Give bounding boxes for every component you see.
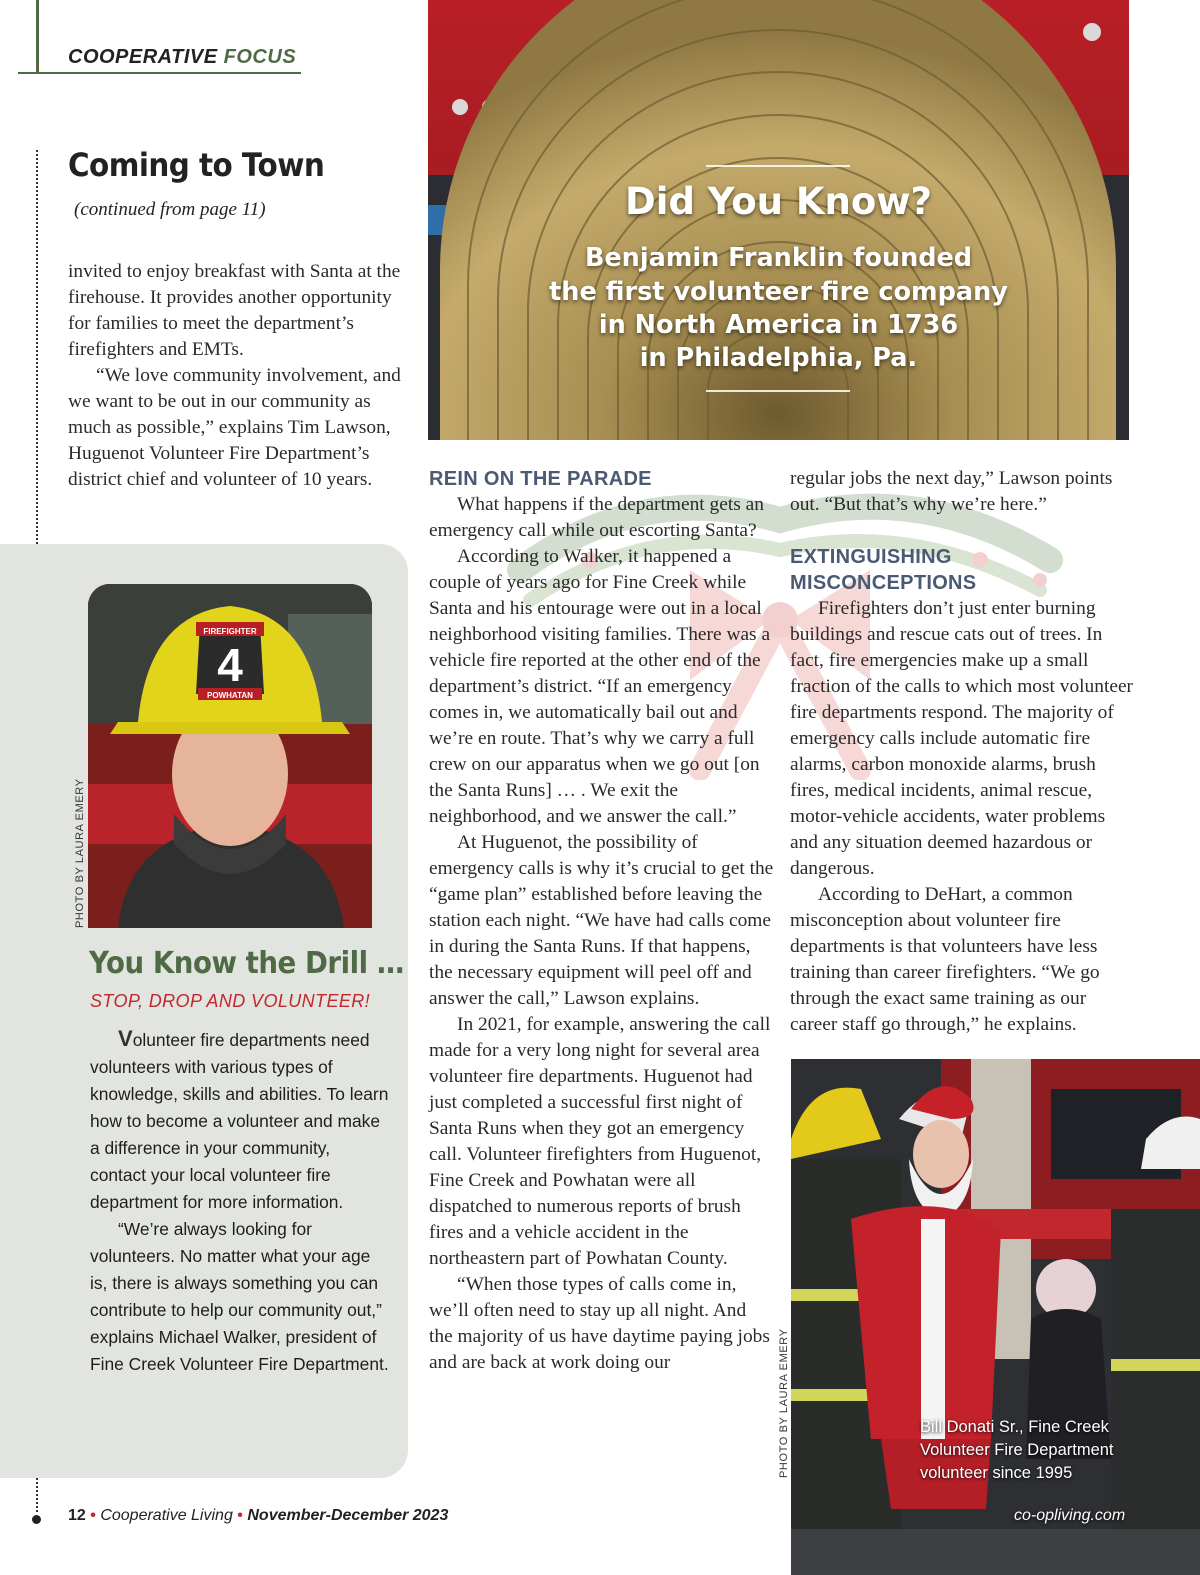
section-label (68, 46, 296, 69)
issue-date: November-December 2023 (247, 1507, 449, 1524)
article-paragraph: “We love community involvement, and we want to be out in our community as much as possible,” explains Tim Lawson, Huguenot Volunteer Fire Department’s district chief and volunteer of 10 years. (68, 365, 401, 490)
section-heading-parade: REIN ON THE PARADE (429, 468, 652, 490)
header-accent-bar (36, 0, 39, 74)
caption-line: Bill Donati Sr., Fine Creek (920, 1418, 1109, 1436)
page-footer (68, 1507, 448, 1525)
firefighter-portrait-photo (88, 584, 372, 928)
sidebar-body (90, 1025, 390, 1378)
heading-line: EXTINGUISHING (790, 546, 952, 568)
sidebar-paragraph-text: olunteer fire departments need volunteers with various types of knowledge, skills and abilities. To learn how to become a volunteer and make a difference in your community, contact your local volunteer fire department for more information. (90, 1030, 389, 1212)
section-label-focus: FOCUS (223, 46, 297, 68)
drop-cap: V (118, 1026, 133, 1051)
helmet-badge-top: FIREFIGHTER (203, 627, 257, 636)
article-paragraph: At Huguenot, the possibility of emergency calls is why it’s crucial to get the “game plan” established before leaving the station each night. “We have had calls come in during the Santa Runs. If that happens, the necessary equipment will peel off and answer the call,” Lawson explains. (429, 832, 774, 1009)
website-link[interactable]: co-opliving.com (1014, 1507, 1126, 1524)
firefighter-portrait-illustration (88, 584, 372, 928)
footer-bullet: • (90, 1507, 96, 1524)
article-paragraph: regular jobs the next day,” Lawson points out. “But that’s why we’re here.” (790, 468, 1113, 515)
sidebar-paragraph (90, 1025, 390, 1216)
section-label-primary: COOPERATIVE (68, 46, 218, 68)
hero-line: in North America in 1736 (598, 310, 959, 340)
heading-line: MISCONCEPTIONS (790, 572, 977, 594)
portrait-photo-credit: PHOTO BY LAURA EMERY (74, 778, 86, 928)
misconceptions-column (790, 466, 1135, 1038)
section-heading-misconceptions (790, 544, 1135, 596)
article-paragraph: What happens if the department gets an emergency call while out escorting Santa? (429, 494, 764, 541)
sidebar-paragraph: “We’re always looking for volunteers. No matter what your age is, there is always something you can contribute to help our community out,” explains Michael Walker, president of Fine Creek Volunteer Fire Department. (90, 1219, 389, 1374)
hero-line: Benjamin Franklin founded (584, 243, 973, 273)
article-paragraph: invited to enjoy breakfast with Santa at the firehouse. It provides another opportunity for families to meet the department’s firefighters and EMTs. (68, 261, 401, 360)
article-paragraph: According to DeHart, a common misconception about volunteer fire departments is that volunteers have less training than career firefighters. “We go through the exact same training as our career staff go through,” he explains. (790, 884, 1100, 1035)
helmet-badge-number: 4 (217, 639, 243, 691)
sidebar-title: You Know the Drill … (89, 946, 404, 981)
article-paragraph: In 2021, for example, answering the call made for a very long night for several area volunteer fire departments. Huguenot had just completed a successful first night of Santa Runs when they got an emergency call. Volunteer firefighters from Huguenot, Fine Creek and Powhatan were all dispatched to numerous reports of brush fires and a vehicle accident in the northeastern part of Powhatan County. (429, 1014, 771, 1269)
hero-heading: Did You Know? (625, 180, 932, 223)
santa-illustration (791, 1059, 1200, 1575)
hero-rule-bottom (706, 390, 850, 392)
caption-line: Volunteer Fire Department (920, 1441, 1114, 1459)
article-intro-column (68, 259, 413, 493)
page-number: 12 (68, 1507, 86, 1524)
santa-photo-credit: PHOTO BY LAURA EMERY (778, 1328, 790, 1478)
hero-rule-top (706, 165, 850, 167)
margin-rule-end-dot (32, 1515, 41, 1524)
santa-visit-photo (791, 1059, 1200, 1575)
article-paragraph: According to Walker, it happened a couple of years ago for Fine Creek while Santa and his entourage were out in a local neighborhood visiting families. There was a vehicle fire reported at the other end of the department’s district. “If an emergency comes in, we automatically bail out and we’re en route. That’s why we carry a full crew on our apparatus when we go out [on the Santa Runs] … . We exit the neighborhood, and we answer the call.” (429, 546, 771, 827)
parade-column (429, 492, 774, 1376)
article-title: Coming to Town (68, 146, 325, 184)
magazine-name: Cooperative Living (100, 1507, 233, 1524)
caption-line: volunteer since 1995 (920, 1464, 1073, 1482)
hero-line: the first volunteer fire company (549, 277, 1008, 307)
helmet-badge-bottom: POWHATAN (207, 691, 253, 700)
santa-photo-caption (920, 1416, 1160, 1485)
hero-fire-hose-photo (428, 0, 1129, 440)
article-paragraph: “When those types of calls come in, we’ll often need to stay up all night. And the majority of us have daytime paying jobs and are back at work doing our (429, 1274, 770, 1373)
sidebar-subtitle: STOP, DROP AND VOLUNTEER! (90, 991, 371, 1011)
hero-line: in Philadelphia, Pa. (639, 343, 918, 373)
header-underline (18, 72, 301, 74)
footer-bullet: • (237, 1507, 243, 1524)
continued-note: (continued from page 11) (74, 199, 266, 220)
article-paragraph: Firefighters don’t just enter burning buildings and rescue cats out of trees. In fact, fire emergencies make up a small fraction of the calls to which most volunteer fire departments respond. The majority of emergency calls include automatic fire alarms, carbon monoxide alarms, brush fires, medical incidents, animal rescue, motor-vehicle accidents, water problems and any situation deemed hazardous or dangerous. (790, 598, 1134, 879)
